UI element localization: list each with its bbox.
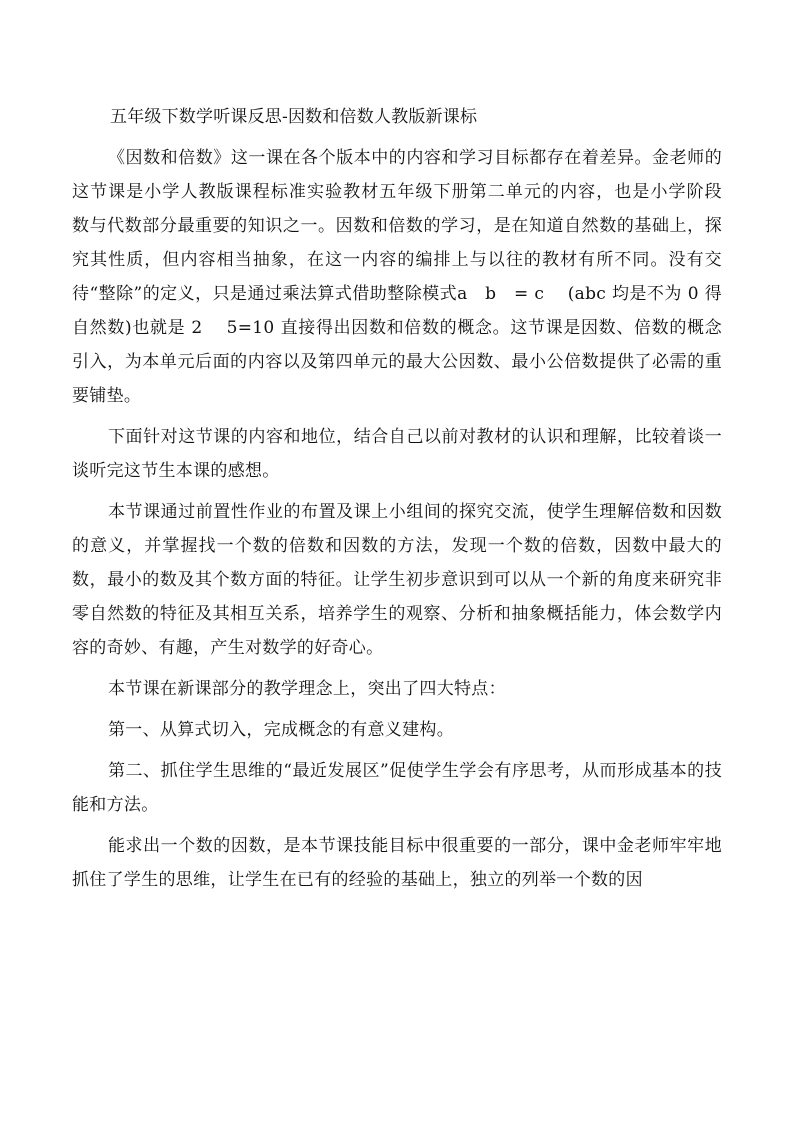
- paragraph-spacing: [72, 706, 722, 713]
- paragraph-feature-two: 第二、抓住学生思维的“最近发展区”促使学生学会有序思考，从而形成基本的技能和方法。: [72, 761, 722, 815]
- title-spacing: [72, 134, 722, 141]
- paragraph-reflection-purpose: 下面针对这节课的内容和地位，结合自己以前对教材的认识和理解，比较着谈一谈听完这节生本课的感想。: [72, 427, 722, 481]
- paragraph-finding-factors: 能求出一个数的因数，是本节课技能目标中很重要的一部分，课中金老师牢牢地抓住了学生的思维，让学生在已有的经验的基础上，独立的列举一个数的因: [72, 836, 722, 890]
- paragraph-four-features: 本节课在新课部分的教学理念上，突出了四大特点：: [108, 679, 506, 699]
- paragraph-spacing: [72, 413, 722, 420]
- document-title: 五年级下数学听课反思-因数和倍数人教版新课标: [110, 107, 478, 127]
- paragraph-introduction: 《因数和倍数》这一课在各个版本中的内容和学习目标都存在着差异。金老师的这节课是小学人教版课程标准实验教材五年级下册第二单元的内容，也是小学阶段 数与代数部分最重要的知识之一。因数和倍数的学习，是在知道自然数的基础上，探究其性质，但内容相当抽象，在这一内容的编排上与以往的教材有所不同。没有交待“整除”的定义，只是通过乘法算式借助整除模式a b = c (abc 均是不为 0 得自然数)也就是 2 5=10 直接得出因数和倍数的概念。这节课是因数、倍数的概念引入，为本单元后面的内容以及第四单元的最大公因数、最小公倍数提供了必需的重要铺垫。: [72, 148, 740, 406]
- paragraph-feature-one: 第一、从算式切入，完成概念的有意义建构。: [108, 720, 454, 740]
- paragraph-spacing: [72, 665, 722, 672]
- paragraph-spacing: [72, 488, 722, 495]
- paragraph-spacing: [72, 747, 722, 754]
- paragraph-spacing: [72, 822, 722, 829]
- paragraph-lesson-goals: 本节课通过前置性作业的布置及课上小组间的探究交流，使学生理解倍数和因数的意义，并掌握找一个数的倍数和因数的方法，发现一个数的倍数，因数中最大的数，最小的数及其个数方面的特征。让学生初步意识到可以从一个新的角度来研究非零自然数的特征及其相互关系，培养学生的观察、分析和抽象概括能力，体会数学内容的奇妙、有趣，产生对数学的好奇心。: [72, 502, 722, 658]
- document-body: [72, 100, 740, 897]
